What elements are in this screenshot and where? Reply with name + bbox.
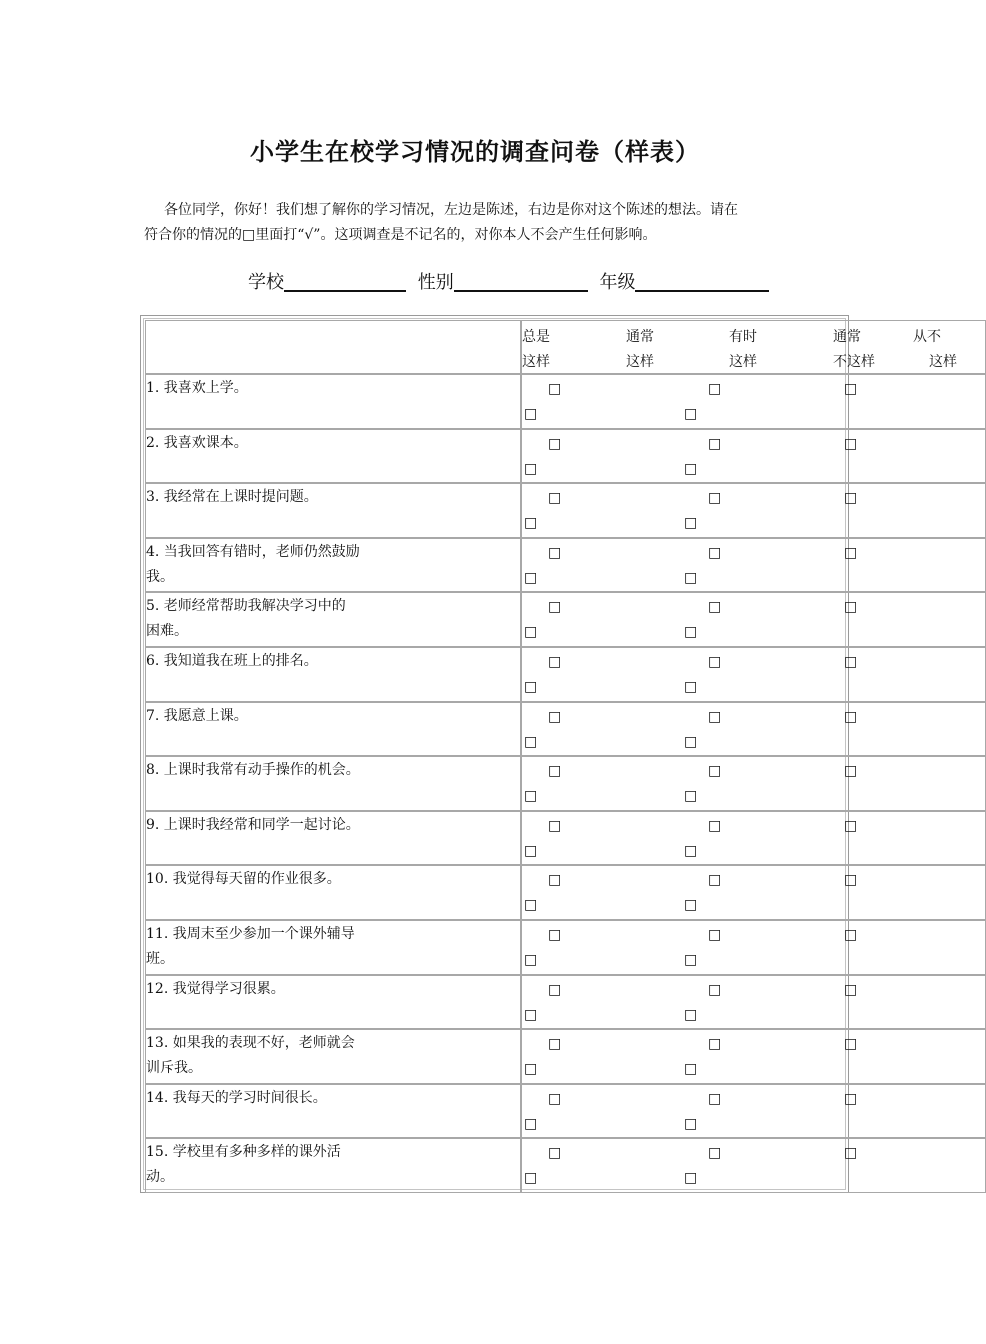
checkbox-q12-option-5[interactable]: □ [684,1007,698,1023]
question-14-text-line-1: 14. 我每天的学习时间很长。 [146,1090,327,1106]
checkbox-q14-option-4[interactable]: □ [524,1116,538,1132]
checkbox-q1-option-1[interactable]: □ [548,381,562,397]
checkbox-q15-option-1[interactable]: □ [548,1145,562,1161]
checkbox-q8-option-1[interactable]: □ [548,763,562,779]
checkbox-q8-option-3[interactable]: □ [844,763,858,779]
question-11-text-line-2: 班。 [146,951,174,967]
header-option-4-line-1: 通常 [833,329,861,345]
intro-line-2: 符合你的情况的□里面打“√”。这项调查是不记名的，对你本人不会产生任何影响。 [144,227,657,243]
checkbox-q12-option-4[interactable]: □ [524,1007,538,1023]
answer-row-7 [521,702,986,756]
checkbox-q4-option-4[interactable]: □ [524,570,538,586]
intro-text [144,198,814,248]
header-statement-cell [145,320,521,374]
school-field[interactable] [284,270,406,292]
checkbox-q13-option-5[interactable]: □ [684,1061,698,1077]
checkbox-q4-option-3[interactable]: □ [844,545,858,561]
answer-row-3 [521,483,986,538]
checkbox-q11-option-3[interactable]: □ [844,927,858,943]
checkbox-q1-option-4[interactable]: □ [524,406,538,422]
checkbox-q9-option-5[interactable]: □ [684,843,698,859]
answer-row-2 [521,429,986,483]
question-5-text-line-1: 5. 老师经常帮助我解决学习中的 [146,598,346,614]
checkbox-q15-option-3[interactable]: □ [844,1145,858,1161]
header-option-2-line-1: 通常 [626,329,654,345]
checkbox-q12-option-3[interactable]: □ [844,982,858,998]
checkbox-q4-option-5[interactable]: □ [684,570,698,586]
header-option-3-line-1: 有时 [729,329,757,345]
checkbox-q11-option-5[interactable]: □ [684,952,698,968]
checkbox-q2-option-3[interactable]: □ [844,436,858,452]
question-row-10 [145,865,521,920]
question-2-text-line-1: 2. 我喜欢课本。 [146,435,248,451]
checkbox-q2-option-2[interactable]: □ [708,436,722,452]
checkbox-q3-option-1[interactable]: □ [548,490,562,506]
checkbox-q5-option-5[interactable]: □ [684,624,698,640]
checkbox-q10-option-1[interactable]: □ [548,872,562,888]
checkbox-q6-option-3[interactable]: □ [844,654,858,670]
question-12-text-line-1: 12. 我觉得学习很累。 [146,981,285,997]
question-row-8 [145,756,521,811]
question-5-text-line-2: 困难。 [146,623,188,639]
checkbox-q9-option-4[interactable]: □ [524,843,538,859]
question-row-4 [145,538,521,592]
checkbox-q7-option-2[interactable]: □ [708,709,722,725]
question-4-text-line-2: 我。 [146,569,174,585]
question-row-5 [145,592,521,647]
checkbox-q15-option-4[interactable]: □ [524,1170,538,1186]
checkbox-q9-option-2[interactable]: □ [708,818,722,834]
checkbox-q14-option-5[interactable]: □ [684,1116,698,1132]
question-1-text-line-1: 1. 我喜欢上学。 [146,380,248,396]
checkbox-q6-option-5[interactable]: □ [684,679,698,695]
question-row-1 [145,374,521,429]
question-row-6 [145,647,521,702]
answer-row-6 [521,647,986,702]
grade-label: 年级 [599,272,636,293]
question-10-text-line-1: 10. 我觉得每天留的作业很多。 [146,871,341,887]
checkbox-q5-option-1[interactable]: □ [548,599,562,615]
checkbox-q10-option-5[interactable]: □ [684,897,698,913]
question-row-11 [145,920,521,975]
checkbox-q13-option-4[interactable]: □ [524,1061,538,1077]
header-option-4-line-2: 不这样 [833,354,875,370]
answer-row-1 [521,374,986,429]
checkbox-q2-option-5[interactable]: □ [684,461,698,477]
grade-field[interactable] [635,270,769,292]
question-row-2 [145,429,521,483]
question-15-text-line-1: 15. 学校里有多种多样的课外活 [146,1144,341,1160]
page-title: 小学生在校学习情况的调查问卷（样表） [250,137,700,166]
checkbox-q14-option-3[interactable]: □ [844,1091,858,1107]
question-15-text-line-2: 动。 [146,1169,174,1185]
answer-row-4 [521,538,986,592]
answer-row-5 [521,592,986,647]
gender-label: 性别 [417,272,454,293]
checkbox-q11-option-2[interactable]: □ [708,927,722,943]
info-fields [248,268,769,294]
checkbox-q15-option-5[interactable]: □ [684,1170,698,1186]
checkbox-q12-option-2[interactable]: □ [708,982,722,998]
question-8-text-line-1: 8. 上课时我常有动手操作的机会。 [146,762,360,778]
header-options-cell [521,320,986,374]
survey-table [140,315,957,1193]
checkbox-q8-option-2[interactable]: □ [708,763,722,779]
answer-row-11 [521,920,986,975]
header-option-1-line-2: 这样 [522,354,550,370]
checkbox-q10-option-2[interactable]: □ [708,872,722,888]
checkbox-q3-option-2[interactable]: □ [708,490,722,506]
checkbox-q2-option-1[interactable]: □ [548,436,562,452]
checkbox-q6-option-2[interactable]: □ [708,654,722,670]
question-13-text-line-2: 训斥我。 [146,1060,202,1076]
checkbox-q9-option-3[interactable]: □ [844,818,858,834]
checkbox-q11-option-4[interactable]: □ [524,952,538,968]
checkbox-q4-option-1[interactable]: □ [548,545,562,561]
checkbox-q5-option-4[interactable]: □ [524,624,538,640]
checkbox-q8-option-5[interactable]: □ [684,788,698,804]
question-row-14 [145,1084,521,1138]
checkbox-q12-option-1[interactable]: □ [548,982,562,998]
question-row-3 [145,483,521,538]
checkbox-q13-option-3[interactable]: □ [844,1036,858,1052]
checkbox-q14-option-2[interactable]: □ [708,1091,722,1107]
checkbox-q7-option-4[interactable]: □ [524,734,538,750]
checkbox-q5-option-2[interactable]: □ [708,599,722,615]
question-4-text-line-1: 4. 当我回答有错时，老师仍然鼓励 [146,544,360,560]
answer-row-15 [521,1138,986,1193]
header-option-5-line-2: 这样 [929,354,957,370]
header-option-5-line-1: 从不 [913,329,941,345]
checkbox-q15-option-2[interactable]: □ [708,1145,722,1161]
checkbox-q9-option-1[interactable]: □ [548,818,562,834]
question-row-12 [145,975,521,1029]
checkbox-q3-option-4[interactable]: □ [524,515,538,531]
question-11-text-line-1: 11. 我周末至少参加一个课外辅导 [146,926,355,942]
checkbox-q1-option-3[interactable]: □ [844,381,858,397]
question-9-text-line-1: 9. 上课时我经常和同学一起讨论。 [146,817,360,833]
checkbox-q4-option-2[interactable]: □ [708,545,722,561]
intro-line-1: 各位同学，你好！我们想了解你的学习情况，左边是陈述，右边是你对这个陈述的想法。请在 [164,202,738,218]
question-row-15 [145,1138,521,1193]
question-row-9 [145,811,521,865]
checkbox-q2-option-4[interactable]: □ [524,461,538,477]
header-option-1-line-1: 总是 [522,329,550,345]
checkbox-q3-option-5[interactable]: □ [684,515,698,531]
answer-row-10 [521,865,986,920]
question-3-text-line-1: 3. 我经常在上课时提问题。 [146,489,318,505]
checkbox-q1-option-2[interactable]: □ [708,381,722,397]
answer-row-8 [521,756,986,811]
answer-row-9 [521,811,986,865]
checkbox-q6-option-4[interactable]: □ [524,679,538,695]
question-13-text-line-1: 13. 如果我的表现不好，老师就会 [146,1035,355,1051]
checkbox-q7-option-3[interactable]: □ [844,709,858,725]
question-6-text-line-1: 6. 我知道我在班上的排名。 [146,653,318,669]
answer-row-14 [521,1084,986,1138]
checkbox-q10-option-3[interactable]: □ [844,872,858,888]
checkbox-q6-option-1[interactable]: □ [548,654,562,670]
checkbox-q1-option-5[interactable]: □ [684,406,698,422]
checkbox-q3-option-3[interactable]: □ [844,490,858,506]
checkbox-q8-option-4[interactable]: □ [524,788,538,804]
checkbox-q7-option-1[interactable]: □ [548,709,562,725]
answer-row-12 [521,975,986,1029]
checkbox-q11-option-1[interactable]: □ [548,927,562,943]
question-row-13 [145,1029,521,1084]
checkbox-q7-option-5[interactable]: □ [684,734,698,750]
checkbox-q10-option-4[interactable]: □ [524,897,538,913]
checkbox-q13-option-1[interactable]: □ [548,1036,562,1052]
checkbox-q13-option-2[interactable]: □ [708,1036,722,1052]
header-option-3-line-2: 这样 [729,354,757,370]
answer-row-13 [521,1029,986,1084]
school-label: 学校 [248,272,284,293]
header-option-2-line-2: 这样 [626,354,654,370]
checkbox-q5-option-3[interactable]: □ [844,599,858,615]
checkbox-q14-option-1[interactable]: □ [548,1091,562,1107]
question-row-7 [145,702,521,756]
gender-field[interactable] [454,270,588,292]
question-7-text-line-1: 7. 我愿意上课。 [146,708,248,724]
